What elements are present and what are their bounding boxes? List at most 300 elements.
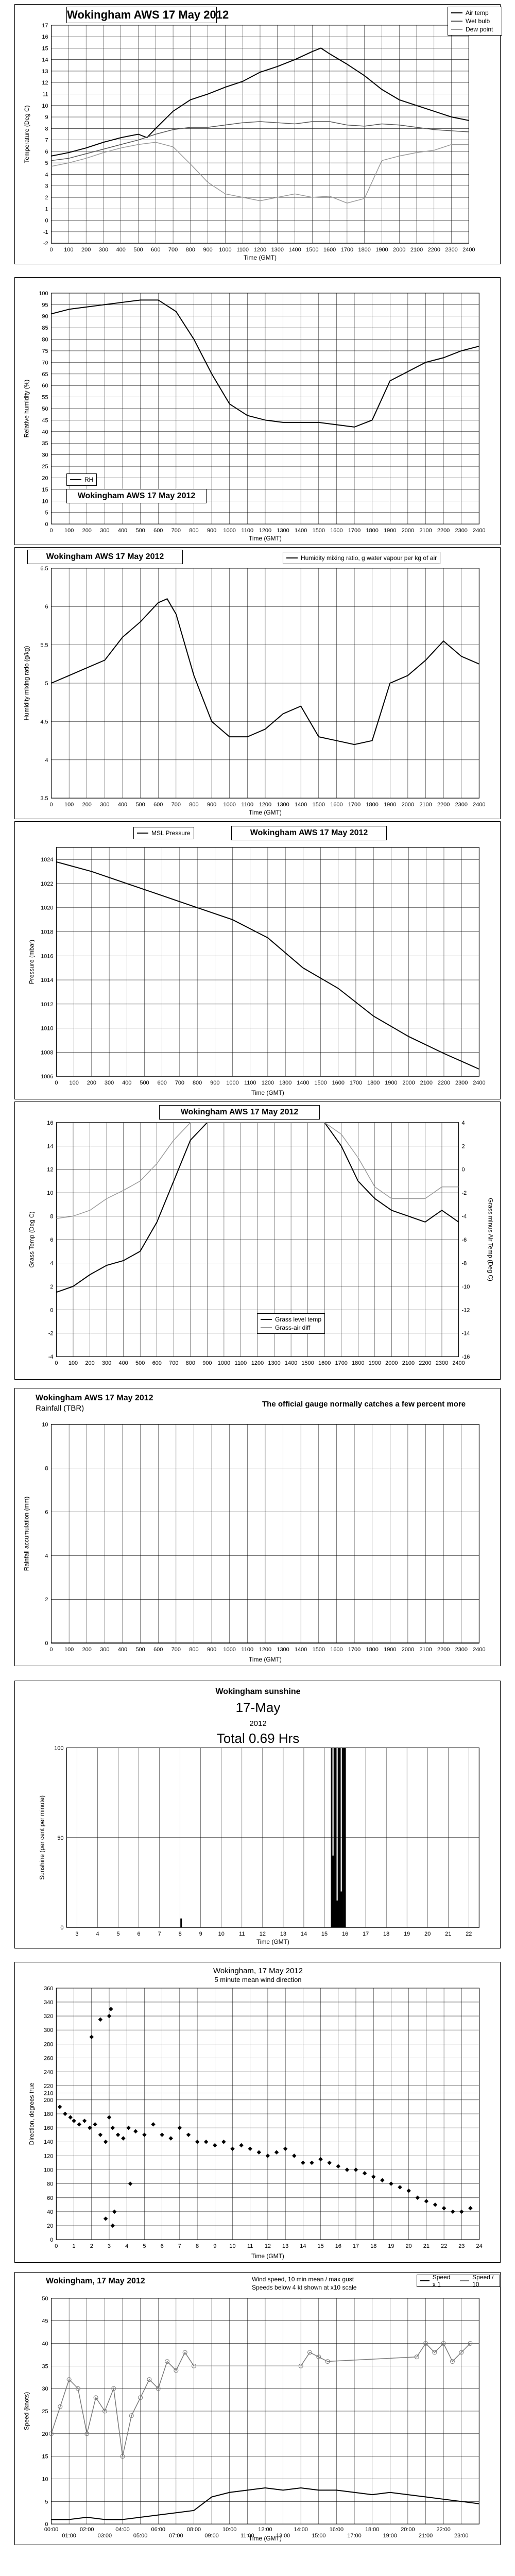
y-tick-label: 0 [45,217,48,224]
x-axis-label: Time (GMT) [251,2252,284,2260]
wind-speed-legend [417,2275,500,2287]
x-tick-label: 1700 [335,1360,348,1367]
x-tick-label: 800 [185,247,195,253]
y-tick-label: -4 [48,1354,54,1361]
x-tick-label: 0 [49,802,53,808]
y-tick-label: 13 [42,68,48,75]
legend-wet-bulb: Wet bulb [466,18,490,25]
wind-direction-chart-panel [14,1962,501,2263]
scatter-point [204,2140,208,2144]
y-tick-label: 4.5 [40,719,48,725]
x-tick-label: 1200 [259,528,272,534]
x-tick-label: 01:00 [62,2533,76,2539]
y-tick-label: 60 [42,383,48,389]
x-tick-label: 1100 [234,1360,247,1367]
x-tick-label: 700 [168,247,178,253]
y-tick-label: 15 [42,2453,48,2460]
x-tick-label: 21:00 [418,2533,433,2539]
y2-tick-label: -8 [461,1260,467,1267]
y-tick-label: 80 [47,2181,54,2188]
scatter-point [121,2136,125,2140]
y-tick-label: 8 [45,126,48,132]
x-tick-label: 900 [202,1360,212,1367]
y-tick-label: 14 [47,1143,54,1150]
scatter-point [239,2143,243,2147]
x-tick-label: 10 [218,1931,225,1938]
scatter-point [257,2150,261,2154]
scatter-point [451,2210,455,2214]
x-tick-label: 300 [100,802,110,808]
y-tick-label: 0 [50,2237,54,2244]
y-tick-label: 65 [42,371,48,378]
y-tick-label: 40 [42,429,48,435]
y-tick-label: 1024 [41,857,54,863]
y-axis-label: Humidity mixing ratio (g/kg) [23,646,30,721]
scatter-point [424,2199,428,2203]
x-tick-label: 1900 [384,528,397,534]
x-tick-label: 2000 [385,1360,398,1367]
y-tick-label: -2 [43,241,48,247]
y-tick-label: 25 [42,2408,48,2415]
scatter-point [133,2129,138,2133]
x-tick-label: 1200 [251,1360,264,1367]
scatter-point [77,2122,81,2126]
x-tick-label: 8 [196,2243,199,2250]
x-tick-label: 2300 [445,247,458,253]
x-axis-label: Time (GMT) [256,1938,289,1946]
x-tick-label: 2400 [473,528,486,534]
y-tick-label: 200 [44,2097,54,2104]
y-tick-label: 1012 [41,1001,54,1008]
legend-rh: RH [84,476,94,483]
y-tick-label: 1020 [41,905,54,911]
y-tick-label: 10 [42,2476,48,2483]
y-tick-label: 30 [42,2386,48,2393]
y-tick-label: 35 [42,440,48,447]
x-tick-label: 02:00 [80,2527,94,2533]
x-tick-label: 15 [321,1931,328,1938]
y-tick-label: 30 [42,452,48,459]
y2-tick-label: 4 [461,1120,465,1126]
x-tick-label: 700 [169,1360,179,1367]
sunshine-bar [331,1748,333,1928]
x-tick-label: 2400 [452,1360,465,1367]
sunshine-bar [338,1748,339,1928]
x-tick-label: 12:00 [258,2527,272,2533]
x-tick-label: 100 [64,802,74,808]
pressure-chart-title: Wokingham AWS 17 May 2012 [231,826,387,840]
x-tick-label: 1900 [384,1647,397,1653]
x-tick-label: 16 [335,2243,341,2250]
y2-tick-label: 0 [461,1166,465,1173]
x-tick-label: 200 [82,528,92,534]
x-tick-label: 07:00 [169,2533,183,2539]
temperature-chart-panel [14,4,501,264]
y-tick-label: 15 [42,45,48,52]
x-tick-label: 1900 [385,1080,398,1087]
sunshine-chart-panel [14,1681,501,1948]
x-tick-label: 300 [100,528,110,534]
scatter-point [301,2161,305,2165]
scatter-point [416,2196,420,2200]
x-tick-label: 20 [424,1931,431,1938]
x-tick-label: 200 [82,802,92,808]
y-tick-label: 90 [42,313,48,320]
y-tick-label: 50 [42,406,48,413]
x-tick-label: 19 [388,2243,394,2250]
x-tick-label: 2000 [401,528,415,534]
grass-chart [15,1102,500,1379]
x-tick-label: 13:00 [276,2533,290,2539]
y-tick-label: 2 [45,195,48,201]
x-tick-label: 800 [189,1647,199,1653]
y-tick-label: 6 [45,604,48,611]
x-tick-label: 600 [153,528,163,534]
x-tick-label: 3 [107,2243,111,2250]
x-tick-label: 2300 [435,1360,449,1367]
y-tick-label: 10 [47,1190,54,1197]
y-tick-label: 4 [50,1260,54,1267]
x-tick-label: 5 [143,2243,146,2250]
grass-chart-title: Wokingham AWS 17 May 2012 [159,1105,320,1120]
x-tick-label: 1800 [366,802,379,808]
x-tick-label: 13 [280,1931,286,1938]
y-tick-label: 55 [42,394,48,401]
scatter-point [126,2126,130,2130]
x-tick-label: 1100 [241,802,254,808]
x-tick-label: 700 [171,802,181,808]
x-tick-label: 7 [178,2243,181,2250]
rainfall-chart [15,1388,500,1666]
y-tick-label: 14 [42,57,48,63]
y-tick-label: 1016 [41,953,54,960]
scatter-point [266,2154,270,2158]
sunshine-total: Total 0.69 Hrs [216,1731,300,1746]
x-tick-label: 100 [68,1360,78,1367]
x-tick-label: 1600 [318,1360,331,1367]
x-axis-label: Time (GMT) [251,1089,284,1097]
x-tick-label: 500 [133,247,143,253]
x-tick-label: 1700 [349,1080,363,1087]
temperature-chart [15,5,500,264]
x-tick-label: 900 [207,528,217,534]
x-tick-label: 2200 [437,1080,451,1087]
wind-speed-chart [15,2273,500,2545]
x-tick-label: 03:00 [97,2533,112,2539]
y-tick-label: 45 [42,2318,48,2325]
y-tick-label: 16 [47,1120,54,1126]
x-tick-label: 2300 [455,802,468,808]
x-tick-label: 0 [49,1647,53,1653]
x-tick-label: 9 [199,1931,202,1938]
scatter-point [213,2143,217,2147]
x-tick-label: 100 [64,528,74,534]
y-tick-label: 1010 [41,1025,54,1032]
y-tick-label: 320 [44,2013,54,2020]
x-tick-label: 700 [175,1080,185,1087]
x-tick-label: 1300 [277,802,289,808]
x-tick-label: 1600 [330,528,343,534]
y-tick-label: 6 [45,148,48,155]
x-tick-label: 19 [404,1931,410,1938]
scatter-point [116,2132,120,2137]
scatter-point [327,2161,331,2165]
grass-chart-panel [14,1101,501,1380]
scatter-point [468,2206,472,2210]
x-tick-label: 2400 [473,1080,486,1087]
x-tick-label: 1600 [330,802,343,808]
x-tick-label: 6 [137,1931,141,1938]
x-tick-label: 500 [135,528,145,534]
x-tick-label: 1400 [288,247,301,253]
humidity-legend [66,473,97,486]
y-tick-label: 8 [50,1213,54,1220]
scatter-point [82,2119,87,2123]
rainfall-chart-panel [14,1388,501,1666]
x-tick-label: 700 [171,1647,181,1653]
wind-speed-chart-note: Speeds below 4 kt shown at x10 scale [252,2284,357,2291]
x-tick-label: 200 [82,1647,92,1653]
x-tick-label: 800 [192,1080,202,1087]
rainfall-chart-subtitle: Rainfall (TBR) [36,1404,84,1413]
scatter-point [318,2157,322,2161]
y-axis-label: Relative humidity (%) [23,379,30,438]
x-tick-label: 800 [189,802,199,808]
sunshine-bar [345,1748,346,1928]
x-tick-label: 1500 [306,247,319,253]
y-tick-label: 280 [44,2041,54,2048]
x-tick-label: 1000 [217,1360,231,1367]
x-tick-label: 06:00 [151,2527,165,2533]
y2-tick-label: -10 [461,1283,470,1290]
x-tick-label: 21 [445,1931,452,1938]
mixing-ratio-chart-panel [14,547,501,819]
y-tick-label: 45 [42,417,48,424]
x-tick-label: 2000 [401,1647,415,1653]
x-tick-label: 400 [117,1647,128,1653]
x-tick-label: 0 [55,1360,58,1367]
x-axis-label: Time (GMT) [244,254,277,262]
y-tick-label: 85 [42,325,48,332]
x-tick-label: 600 [153,802,163,808]
x-tick-label: 1800 [366,1647,379,1653]
x-tick-label: 400 [116,247,126,253]
scatter-point [169,2136,173,2140]
x-tick-label: 100 [64,1647,74,1653]
scatter-point [248,2147,252,2151]
y-tick-label: 4 [45,757,48,764]
y2-tick-label: -2 [461,1190,467,1197]
x-tick-label: 2300 [455,1080,468,1087]
series-line-1 [52,2343,471,2456]
humidity-chart [15,278,500,545]
y-tick-label: 80 [42,336,48,343]
x-tick-label: 18 [370,2243,377,2250]
legend-grass-air-diff: Grass-air diff [275,1324,311,1331]
y-axis-label: Grass Temp (Deg C) [28,1211,36,1268]
y-axis-label: Speed (knots) [23,2392,30,2431]
x-tick-label: 05:00 [133,2533,148,2539]
grass-legend [257,1313,325,1334]
y-tick-label: 6.5 [40,565,48,572]
scatter-point [380,2178,384,2182]
y2-axis-label: Grass minus Air Temp (Deg C) [487,1198,494,1281]
y-tick-label: 50 [42,2295,48,2302]
x-tick-label: 1900 [375,247,388,253]
y2-tick-label: -6 [461,1236,467,1243]
mixing-ratio-chart [15,548,500,819]
y-tick-label: -1 [43,229,48,235]
scatter-point [104,2140,108,2144]
x-tick-label: 2000 [402,1080,415,1087]
x-tick-label: 300 [101,1360,112,1367]
sunshine-bar [335,1748,337,1928]
y-tick-label: 340 [44,1999,54,2006]
rainfall-annotation: The official gauge normally catches a few percent more [262,1400,466,1409]
y-tick-label: 360 [44,1985,54,1992]
scatter-point [178,2126,182,2130]
scatter-point [72,2119,76,2123]
y-tick-label: 3.5 [40,795,48,802]
x-tick-label: 600 [152,1360,162,1367]
x-tick-label: 2100 [402,1360,415,1367]
y-tick-label: 40 [42,2341,48,2347]
x-tick-label: 14:00 [294,2527,308,2533]
x-tick-label: 19:00 [383,2533,397,2539]
x-tick-label: 17 [363,1931,369,1938]
x-tick-label: 600 [151,247,161,253]
pressure-chart [15,822,500,1099]
y-tick-label: 60 [47,2195,54,2201]
legend-msl-pressure: MSL Pressure [151,829,191,837]
x-tick-label: 04:00 [115,2527,130,2533]
x-tick-label: 800 [189,528,199,534]
humidity-chart-title: Wokingham AWS 17 May 2012 [66,489,207,503]
x-tick-label: 17 [352,2243,359,2250]
scatter-point [111,2224,115,2228]
x-tick-label: 400 [117,802,128,808]
x-tick-label: 1 [72,2243,76,2250]
scatter-point [371,2175,375,2179]
x-tick-label: 300 [100,1647,110,1653]
x-tick-label: 1800 [352,1360,365,1367]
x-tick-label: 400 [118,1360,128,1367]
x-tick-label: 1400 [297,1080,310,1087]
x-tick-label: 900 [207,1647,217,1653]
x-tick-label: 1500 [312,802,325,808]
x-tick-label: 2000 [401,802,415,808]
scatter-point [107,2115,111,2120]
y-axis-label: Sunshine (per cent per minute) [38,1795,46,1880]
scatter-point [88,2126,92,2130]
x-tick-label: 17:00 [347,2533,362,2539]
x-tick-label: 6 [160,2243,164,2250]
x-axis-label: Time (GMT) [249,1656,282,1664]
scatter-point [107,2014,111,2018]
y2-tick-label: -12 [461,1307,470,1314]
x-tick-label: 2100 [420,1080,433,1087]
y-tick-label: 6 [50,1236,54,1243]
y-axis-label: Rainfall accumulation (mm) [23,1496,30,1571]
sunshine-year: 2012 [249,1719,267,1728]
x-tick-label: 14 [300,1931,307,1938]
scatter-point [186,2132,191,2137]
x-tick-label: 2200 [427,247,440,253]
sunshine-bar [334,1748,335,1928]
x-tick-label: 1200 [259,802,272,808]
x-tick-label: 7 [158,1931,161,1938]
x-tick-label: 2300 [455,1647,468,1653]
x-tick-label: 900 [207,802,217,808]
scatter-point [354,2167,358,2172]
y-tick-label: 16 [42,34,48,41]
x-tick-label: 1400 [295,1647,307,1653]
y-tick-label: 1022 [41,880,54,887]
scatter-point [442,2206,446,2210]
y-tick-label: 180 [44,2111,54,2117]
x-tick-label: 1700 [348,802,361,808]
temperature-chart-title: Wokingham AWS 17 May 2012 [66,7,217,23]
y-tick-label: 260 [44,2055,54,2062]
x-tick-label: 2400 [462,247,475,253]
y-tick-label: 9 [45,114,48,121]
x-tick-label: 1800 [358,247,371,253]
x-tick-label: 100 [64,247,74,253]
x-tick-label: 0 [55,1080,58,1087]
y2-tick-label: -16 [461,1354,470,1361]
x-tick-label: 1200 [259,1647,272,1653]
x-tick-label: 18 [383,1931,390,1938]
sunshine-bar [339,1748,341,1928]
x-tick-label: 0 [49,247,53,253]
x-tick-label: 700 [171,528,181,534]
scatter-point [363,2171,367,2175]
x-tick-label: 2 [90,2243,93,2250]
x-tick-label: 4 [125,2243,129,2250]
y-tick-label: 5.5 [40,642,48,649]
y-tick-label: -2 [48,1330,54,1337]
x-tick-label: 10:00 [222,2527,237,2533]
scatter-point [151,2122,155,2126]
y-tick-label: 140 [44,2139,54,2146]
x-tick-label: 1300 [268,1360,281,1367]
y2-tick-label: -4 [461,1213,467,1220]
legend-speed-x1: Speed x 1 [432,2274,451,2288]
scatter-point [433,2202,437,2207]
x-tick-label: 23 [458,2243,465,2250]
x-tick-label: 22 [440,2243,448,2250]
scatter-point [68,2115,72,2120]
x-tick-label: 8 [178,1931,182,1938]
x-tick-label: 1100 [244,1080,256,1087]
x-tick-label: 1600 [323,247,336,253]
x-tick-label: 1700 [348,528,361,534]
scatter-point [389,2181,393,2185]
x-tick-label: 1000 [226,1080,239,1087]
x-tick-label: 10 [229,2243,236,2250]
y-tick-label: 50 [57,1835,64,1841]
y-tick-label: 1008 [41,1049,54,1056]
wind-direction-chart-title: Wokingham, 17 May 2012 [213,1967,303,1975]
x-axis-label: Time (GMT) [249,809,282,817]
scatter-point [98,2132,102,2137]
y-tick-label: 120 [44,2153,54,2160]
scatter-point [230,2147,234,2151]
scatter-point [142,2132,146,2137]
x-tick-label: 800 [185,1360,195,1367]
x-tick-label: 1100 [236,247,249,253]
x-tick-label: 20 [405,2243,412,2250]
